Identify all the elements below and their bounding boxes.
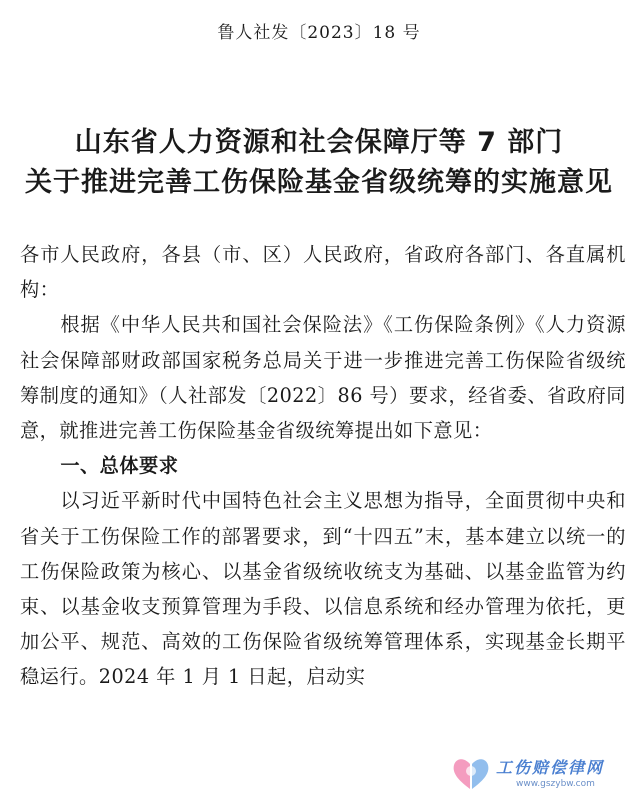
document-title-line-2: 关于推进完善工伤保险基金省级统筹的实施意见: [25, 167, 613, 198]
general-requirements-paragraph: 以习近平新时代中国特色社会主义思想为指导，全面贯彻中央和省关于工伤保险工作的部署要求，到“十四五”末，基本建立以统一的工伤保险政策为核心、以基金省级统收统支为基础、以基金监管为约束、以基金收支预算管理为手段、以信息系统和经办管理为依托，更加公平、规范、高效的工伤保险省级统筹管理体系，实现基金长期平稳运行。2024 年 1 月 1 日起，启动实: [20, 489, 626, 689]
heart-logo-icon: [450, 753, 492, 793]
section-heading-general-requirements: 一、总体要求: [60, 454, 179, 478]
document-number: 鲁人社发〔2023〕18 号: [217, 23, 421, 43]
basis-paragraph: 根据《中华人民共和国社会保险法》《工伤保险条例》《人力资源社会保障部财政部国家税务总局关于进一步推进完善工伤保险省级统筹制度的通知》（人社部发〔2022〕86 号）要求，经省委、省政府同意，就推进完善工伤保险基金省级统筹提出如下意见：: [20, 313, 626, 443]
watermark-site-name: 工伤赔偿律网: [496, 758, 605, 777]
addressee-paragraph: 各市人民政府，各县（市、区）人民政府，省政府各部门、各直属机构：: [20, 243, 626, 302]
document-title-line-1: 山东省人力资源和社会保障厅等 7 部门: [74, 127, 564, 158]
document-body: [20, 237, 626, 695]
watermark-site-url: www.gszybw.com: [516, 779, 595, 789]
site-watermark: [450, 753, 630, 797]
